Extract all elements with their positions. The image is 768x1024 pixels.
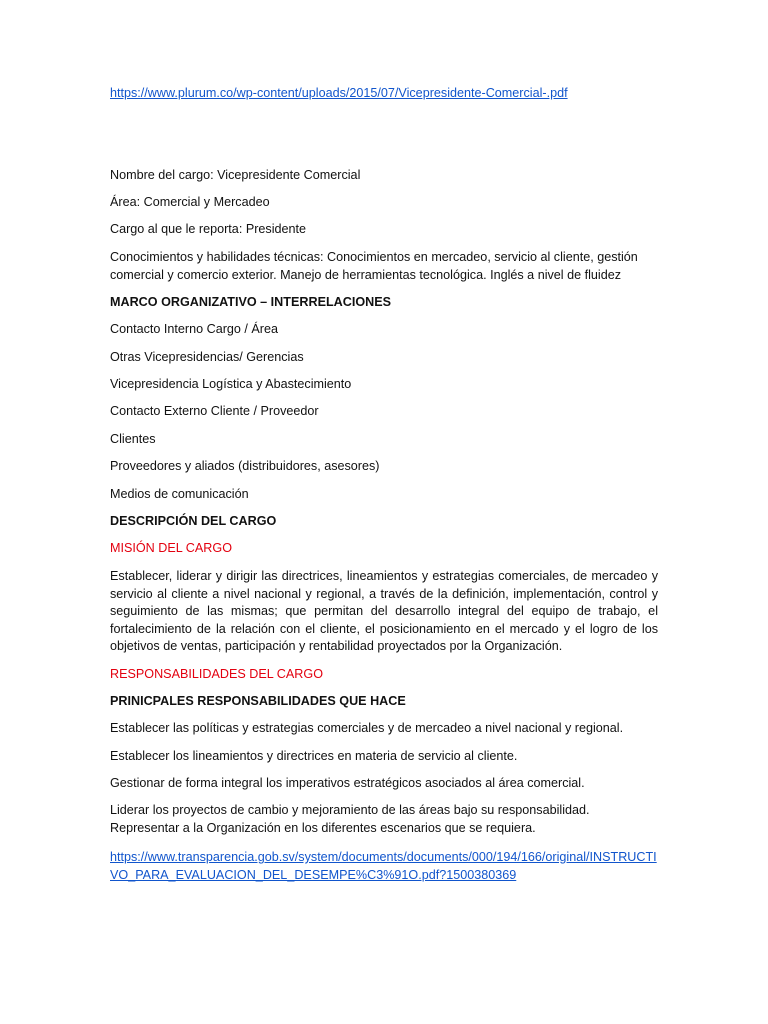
marco-item: Proveedores y aliados (distribuidores, asesores) bbox=[110, 459, 380, 473]
field-conocimientos: Conocimientos y habilidades técnicas: Conocimientos en mercadeo, servicio al cliente, gestión comercial y comercio exterior. Manejo de herramientas tecnológica. Inglés a nivel de fluidez bbox=[110, 250, 638, 282]
plurum-pdf-link[interactable]: https://www.plurum.co/wp-content/uploads/2015/07/Vicepresidente-Comercial-.pdf bbox=[110, 86, 568, 100]
responsabilidades-heading: RESPONSABILIDADES DEL CARGO bbox=[110, 667, 323, 681]
responsabilidad-item: Establecer los lineamientos y directrices en materia de servicio al cliente. bbox=[110, 749, 518, 763]
marco-item: Medios de comunicación bbox=[110, 487, 249, 501]
responsabilidad-item: Establecer las políticas y estrategias comerciales y de mercadeo a nivel nacional y regional. bbox=[110, 721, 624, 735]
mision-heading: MISIÓN DEL CARGO bbox=[110, 541, 232, 555]
responsabilidad-item: Gestionar de forma integral los imperativos estratégicos asociados al área comercial. bbox=[110, 776, 585, 790]
transparencia-pdf-link[interactable]: https://www.transparencia.gob.sv/system/documents/documents/000/194/166/original/INSTRUCTIVO_PARA_EVALUACION_DEL_DESEMPE%C3%91O.pdf?1500380369 bbox=[110, 850, 657, 882]
responsabilidades-subheading: PRINICPALES RESPONSABILIDADES QUE HACE bbox=[110, 694, 406, 708]
field-nombre-cargo: Nombre del cargo: Vicepresidente Comercial bbox=[110, 168, 361, 182]
responsabilidad-item: Representar a la Organización en los diferentes escenarios que se requiera. bbox=[110, 821, 536, 835]
marco-item: Clientes bbox=[110, 432, 156, 446]
marco-heading: MARCO ORGANIZATIVO – INTERRELACIONES bbox=[110, 295, 392, 309]
mision-text: Establecer, liderar y dirigir las directrices, lineamientos y estrategias comerciales, de mercadeo y servicio al cliente a nivel nacional y regional, a través de la definición, implementación, control y seguimiento de las mismas; que permitan del desarrollo integral del equipo de trabajo, el fortalecimiento de la relación con el cliente, el posicionamiento en el mercado y el logro de los objetivos de ventas, participación y rentabilidad proyectados por la Organización. bbox=[110, 569, 658, 653]
marco-item: Vicepresidencia Logística y Abastecimiento bbox=[110, 377, 352, 391]
descripcion-heading: DESCRIPCIÓN DEL CARGO bbox=[110, 514, 277, 528]
field-reporta: Cargo al que le reporta: Presidente bbox=[110, 222, 307, 236]
marco-item: Contacto Interno Cargo / Área bbox=[110, 322, 279, 336]
field-area: Área: Comercial y Mercadeo bbox=[110, 195, 270, 209]
marco-item: Otras Vicepresidencias/ Gerencias bbox=[110, 350, 304, 364]
marco-item: Contacto Externo Cliente / Proveedor bbox=[110, 404, 319, 418]
responsabilidad-item: Liderar los proyectos de cambio y mejoramiento de las áreas bajo su responsabilidad. bbox=[110, 803, 590, 817]
